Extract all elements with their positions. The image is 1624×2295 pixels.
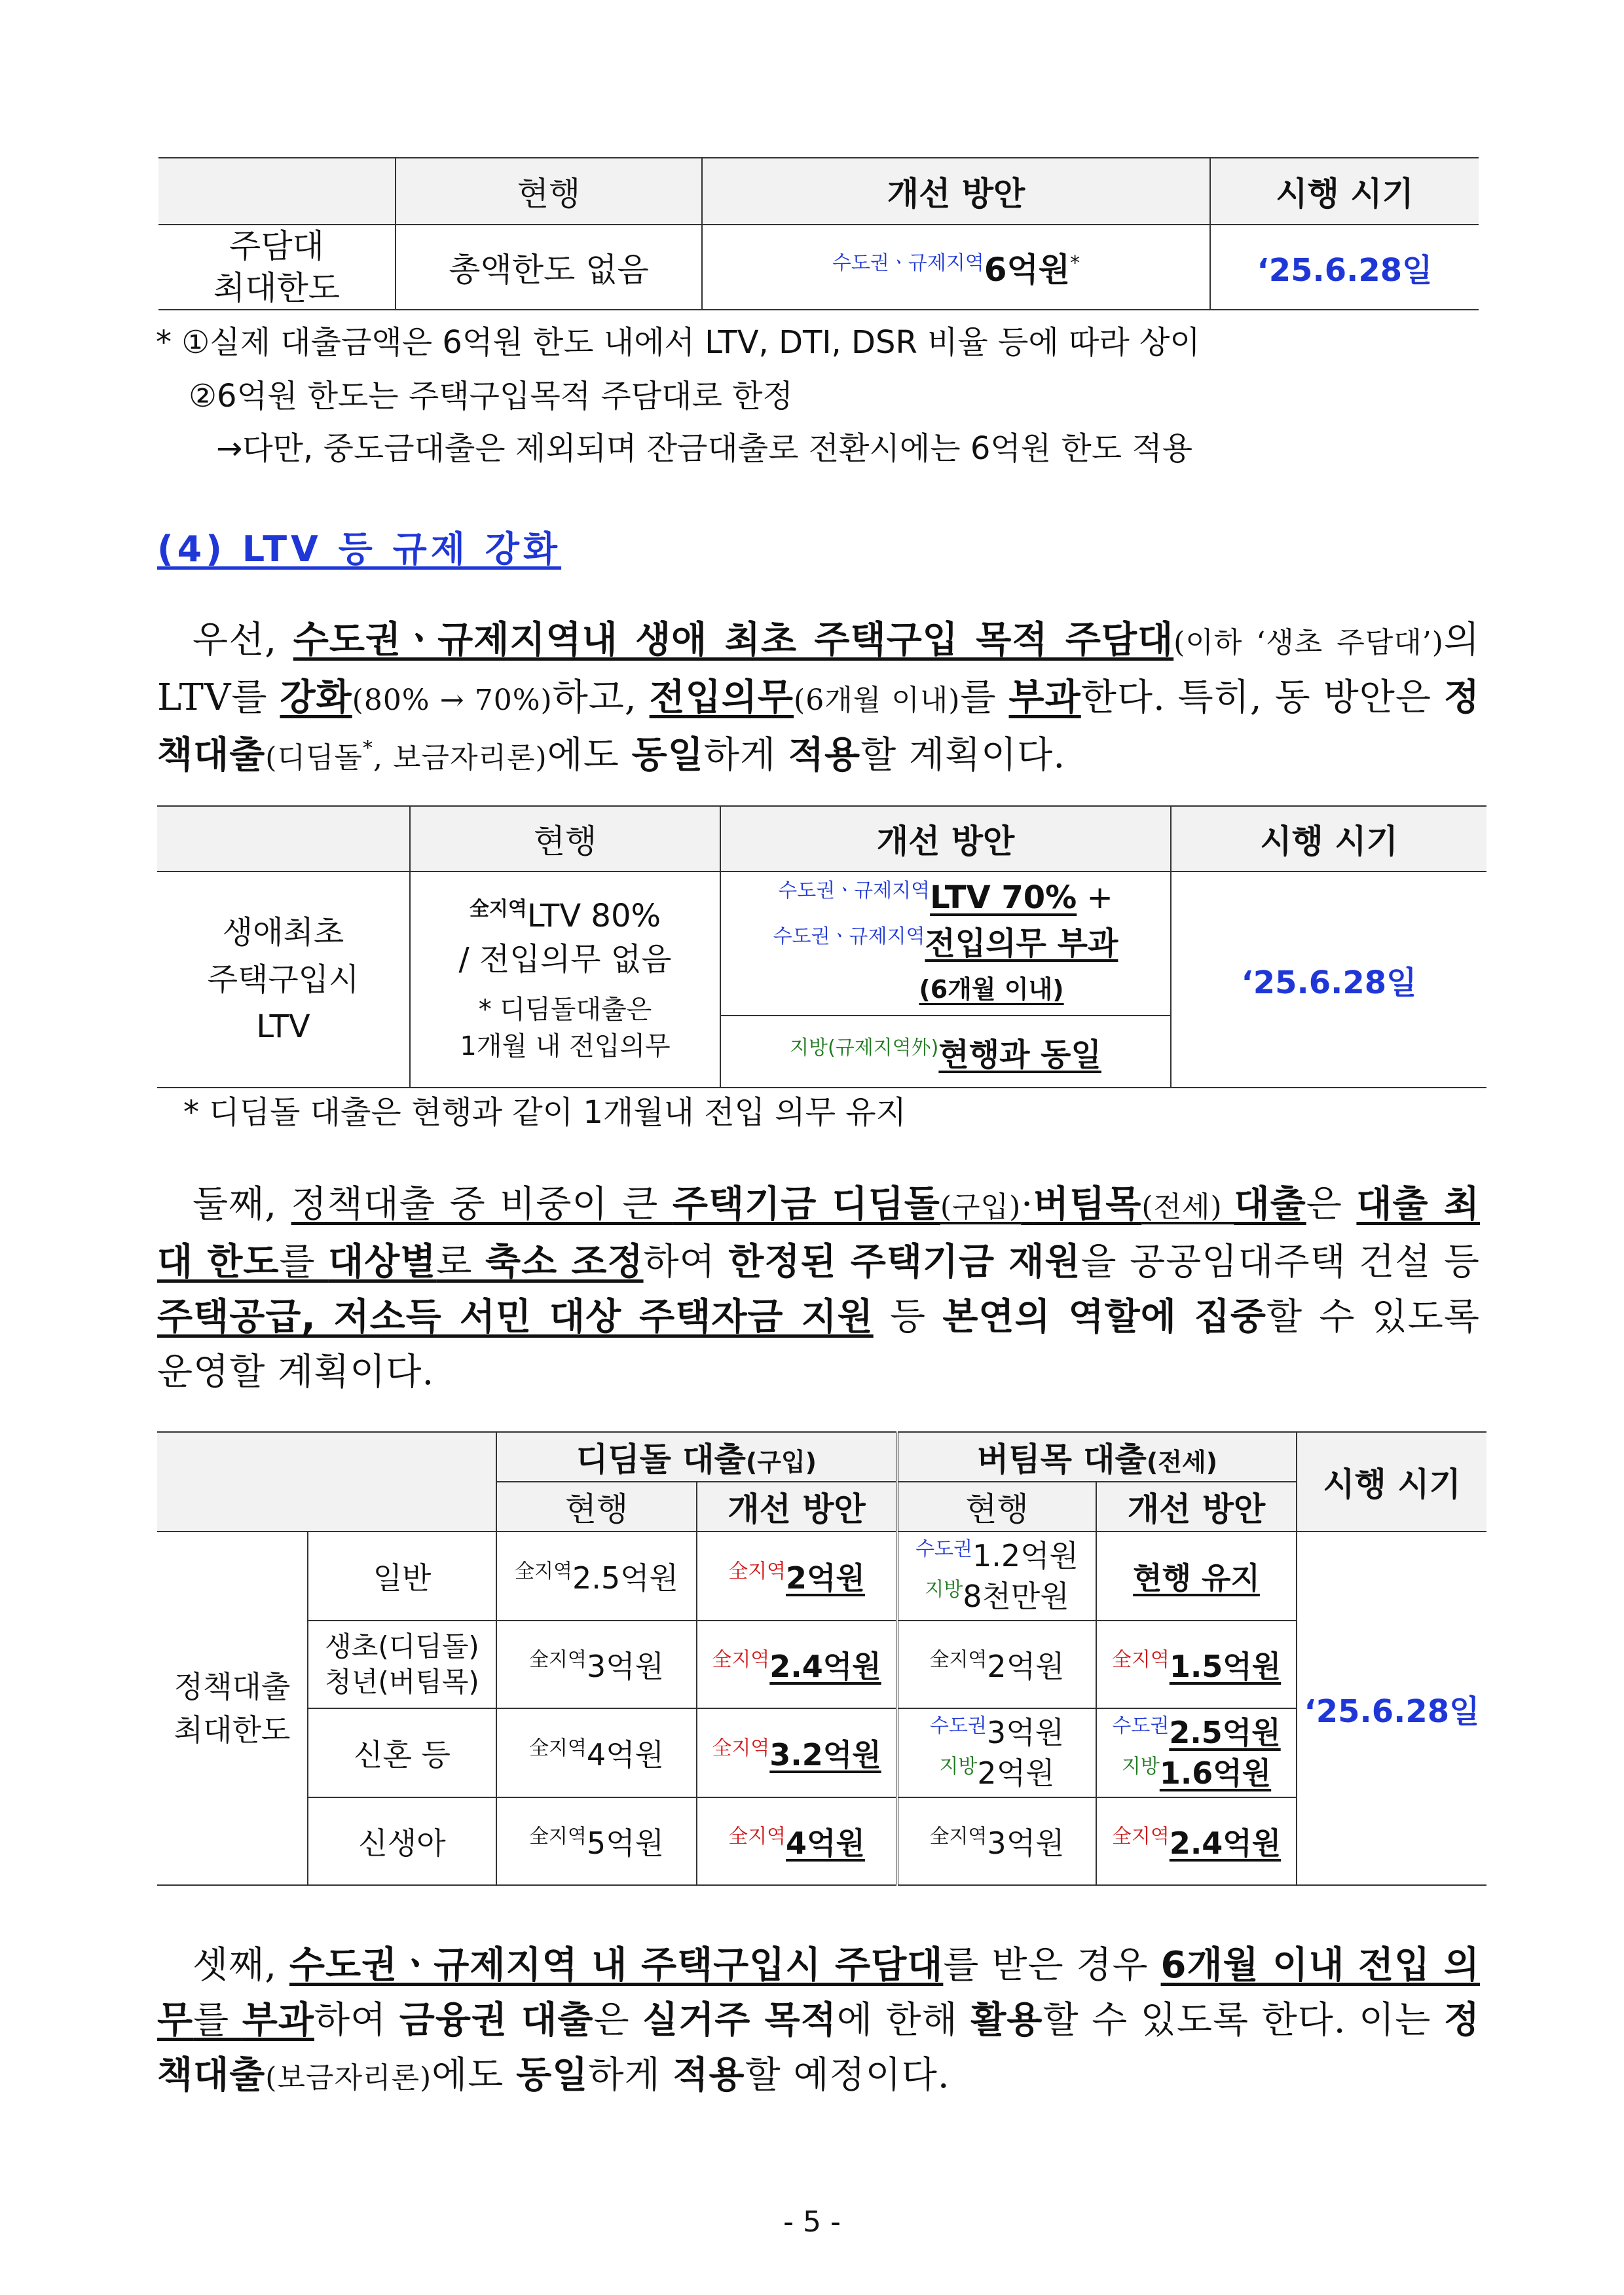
- table3-row-group-2: 최대한도: [174, 1712, 291, 1748]
- para3-emph: 활용: [970, 1999, 1043, 2042]
- table2-prop-plus: +: [1077, 879, 1113, 916]
- table3-group2: 버팀목 대출: [976, 1441, 1147, 1478]
- table-max-limit: [158, 157, 1479, 310]
- table1-row-label-line2: 최대한도: [213, 269, 341, 307]
- para3-text: 하여: [314, 1999, 399, 2042]
- value: 2억원: [786, 1560, 865, 1596]
- para2-dot: ·: [1021, 1183, 1034, 1226]
- table2-proposal-capital: [720, 872, 1171, 1016]
- table3-row3-b-cur: [897, 1708, 1096, 1797]
- para1-text: 에도: [547, 734, 632, 777]
- table3-header-didimdol: [496, 1432, 897, 1482]
- para2-emph: 대상별: [328, 1241, 437, 1283]
- table-policy-loan: [157, 1431, 1486, 1886]
- table3-group1-sub: (구입): [745, 1448, 817, 1477]
- table2-header-empty: [157, 806, 410, 872]
- table2-current-l2: / 전입의무 없음: [458, 941, 672, 978]
- para1-star: *: [362, 737, 373, 760]
- para3-emph: 6개월 이내 전입 의무: [157, 1944, 1480, 2042]
- value: 3억원: [987, 1826, 1065, 1861]
- table2-row-label: [157, 872, 410, 1088]
- para2-text: 하여: [643, 1241, 729, 1283]
- table1-date: ‘25.6.28일: [1210, 225, 1479, 310]
- table3-sub-current-b: 현행: [897, 1482, 1096, 1532]
- table2-current: [410, 872, 720, 1088]
- para2-small: (구입): [940, 1190, 1022, 1224]
- value: 3억원: [986, 1715, 1065, 1750]
- table3-sub-current-d: 현행: [496, 1482, 697, 1532]
- table1-header-date: 시행 시기: [1210, 158, 1479, 225]
- table3-row1-b-cur: [897, 1532, 1096, 1621]
- table3-date: ‘25.6.28일: [1297, 1532, 1486, 1885]
- table1-proposal-main: 6억원: [984, 251, 1071, 289]
- table1-header-current: 현행: [396, 158, 702, 225]
- para2-emph: 주택공급, 저소득 서민 대상 주택자금 지원: [157, 1296, 874, 1338]
- value: 1.5억원: [1169, 1649, 1282, 1684]
- table2-header-current: 현행: [410, 806, 720, 872]
- paragraph-3: [157, 1938, 1480, 2106]
- table1-header-proposal: 개선 방안: [702, 158, 1210, 225]
- table3-row1-d-new: [697, 1532, 897, 1621]
- table2-current-l3: * 디딤돌대출은: [478, 995, 652, 1025]
- para3-text: 에도: [432, 2054, 517, 2097]
- capital-tag: 수도권: [929, 1714, 987, 1738]
- all-region-tag: 全지역: [528, 1648, 587, 1672]
- table2-prop-sup3: 지방(규제지역外): [790, 1036, 939, 1059]
- table3-row4-d-new: [697, 1797, 897, 1885]
- para1-small: (디딤돌: [265, 741, 363, 775]
- para3-text: 하게: [588, 2054, 673, 2097]
- para2-small: (전세): [1141, 1190, 1234, 1224]
- table3-row4-b-new: [1096, 1797, 1297, 1885]
- para1-emph: 강화: [280, 676, 352, 719]
- table3-row1-d-cur: [496, 1532, 697, 1621]
- table3-row4-label: 신생아: [308, 1797, 496, 1885]
- value: 4억원: [786, 1826, 865, 1861]
- table3-row4-d-cur: [496, 1797, 697, 1885]
- para1-text: 한다. 특히, 동 방안은: [1080, 676, 1444, 719]
- para2-emph: 본연의 역할에 집중: [942, 1296, 1266, 1338]
- table1-proposal-star: *: [1070, 251, 1080, 275]
- table3-sub-proposal-b: 개선 방안: [1096, 1482, 1297, 1532]
- para3-under: 를: [193, 1999, 242, 2042]
- note1-line2: ②6억원 한도는 주택구입목적 주담대로 한정: [189, 378, 793, 414]
- table3-row3-d-new: [697, 1708, 897, 1797]
- label-line: 청년(버팀목): [325, 1666, 479, 1698]
- all-region-tag: 全지역: [929, 1648, 987, 1672]
- value: 3.2억원: [769, 1737, 881, 1772]
- table3-row-group-1: 정책대출: [174, 1669, 291, 1704]
- table3-header-beotimmok: [897, 1432, 1297, 1482]
- table3-group1: 디딤돌 대출: [576, 1441, 746, 1478]
- page-number: - 5 -: [783, 2205, 841, 2239]
- para3-emph: 금융권 대출: [399, 1999, 594, 2042]
- table3-row3-label: 신혼 등: [308, 1708, 496, 1797]
- para1-text: 의 LTV를: [157, 619, 1481, 719]
- para3-text: 에 한해: [836, 1999, 971, 2042]
- para1-text: 하고,: [552, 676, 650, 719]
- all-region-tag: 全지역: [1111, 1825, 1170, 1848]
- para2-under: 를: [279, 1241, 329, 1283]
- capital-tag: 수도권: [915, 1537, 972, 1561]
- para2-under: 로: [436, 1241, 485, 1283]
- local-tag: 지방: [925, 1578, 963, 1602]
- note1-line1: * ①실제 대출금액은 6억원 한도 내에서 LTV, DTI, DSR 비율 등에 따라 상이: [156, 324, 1200, 361]
- para1-emph: 수도권ㆍ규제지역내 생애 최초 주택구입 목적 주담대: [293, 619, 1174, 661]
- table2-row-label-1: 생애최초: [222, 914, 344, 951]
- table2-prop-main3: (6개월 이내): [919, 975, 1064, 1004]
- table3-row2-d-new: [697, 1621, 897, 1708]
- para2-emph: 대출 최대 한도: [157, 1183, 1480, 1283]
- table2-prop-sup1: 수도권ㆍ규제지역: [778, 879, 931, 902]
- all-region-tag: 全지역: [1111, 1648, 1170, 1672]
- para3-emph: 적용: [673, 2054, 745, 2097]
- table3-row3-d-cur: [496, 1708, 697, 1797]
- table2-date: ‘25.6.28일: [1171, 872, 1486, 1088]
- para2-emph: 대출: [1234, 1183, 1306, 1226]
- para3-text: 할 예정이다.: [745, 2054, 950, 2097]
- value: 1.2억원: [972, 1538, 1079, 1573]
- table2-prop-main4: 현행과 동일: [938, 1036, 1101, 1073]
- all-region-tag: 全지역: [712, 1648, 770, 1672]
- para1-small: , 보금자리론): [373, 741, 547, 775]
- table3-group2-sub: (전세): [1146, 1448, 1218, 1477]
- para3-emph: 동일: [516, 2054, 589, 2097]
- para1-emph: 동일: [631, 734, 704, 777]
- para3-text: 셋째,: [193, 1944, 289, 1987]
- table2-header-date: 시행 시기: [1171, 806, 1486, 872]
- table3-row2-d-cur: [496, 1621, 697, 1708]
- value: 2.5억원: [1169, 1715, 1281, 1750]
- value: 3억원: [586, 1649, 665, 1684]
- value: 1.6억원: [1159, 1755, 1272, 1791]
- para2-text: 둘째,: [193, 1183, 291, 1226]
- table1-current: 총액한도 없음: [396, 225, 702, 310]
- all-region-tag: 全지역: [712, 1736, 770, 1760]
- para2-emph: 주택기금 디딤돌: [672, 1183, 940, 1226]
- label-line: 생초(디딤돌): [325, 1630, 479, 1662]
- local-tag: 지방: [1121, 1755, 1160, 1778]
- section4-title: (4) LTV 등 규제 강화: [157, 528, 562, 570]
- para3-emph: 실거주 목적: [642, 1999, 837, 2042]
- table3-row4-b-cur: [897, 1797, 1096, 1885]
- table2-current-l1: LTV 80%: [526, 898, 661, 934]
- table3-row-group: [157, 1532, 308, 1885]
- para1-emph: 전입의무: [649, 676, 794, 719]
- table2-header-proposal: 개선 방안: [720, 806, 1171, 872]
- paragraph-2: [157, 1177, 1480, 1400]
- value: 2억원: [977, 1755, 1055, 1791]
- para2-text: 을 공공임대주택 건설 등: [1080, 1241, 1480, 1283]
- table1-row-label-line1: 주담대: [229, 227, 324, 265]
- para1-small: (80% → 70%): [352, 684, 553, 717]
- para2-text: 은: [1306, 1183, 1357, 1226]
- para3-emph: 수도권ㆍ규제지역 내 주택구입시 주담대: [289, 1944, 944, 1987]
- table3-header-date: 시행 시기: [1297, 1432, 1486, 1532]
- value: 2억원: [987, 1649, 1065, 1684]
- table2-prop-main2: 전입의무 부과: [925, 925, 1118, 962]
- value: 4억원: [586, 1737, 665, 1772]
- table-ltv: [157, 805, 1486, 1088]
- para1-emph: 적용: [788, 734, 861, 777]
- para3-emph: 부과: [242, 1999, 314, 2042]
- table3-row2-label: [308, 1621, 496, 1708]
- table1-proposal-sup: 수도권ㆍ규제지역: [832, 251, 984, 275]
- table1-proposal: [702, 225, 1210, 310]
- para1-text: 할 계획이다.: [860, 734, 1066, 777]
- all-region-tag: 全지역: [728, 1825, 786, 1848]
- table3-row2-b-cur: [897, 1621, 1096, 1708]
- all-region-tag: 全지역: [728, 1560, 786, 1583]
- para2-under: 정책대출 중 비중이 큰: [291, 1183, 673, 1226]
- table3-row1-label: 일반: [308, 1532, 496, 1621]
- table2-current-l4: 1개월 내 전입의무: [460, 1031, 671, 1061]
- table2-current-sup: 全지역: [469, 898, 527, 921]
- para2-emph: 버팀목: [1033, 1183, 1142, 1226]
- para1-small: (이하 ‘생초 주담대’): [1173, 626, 1444, 659]
- all-region-tag: 全지역: [515, 1560, 572, 1583]
- para2-text: 할 수 있도록 운영할 계획이다.: [157, 1296, 1480, 1393]
- table3-sub-proposal-d: 개선 방안: [697, 1482, 897, 1532]
- paragraph-1: [157, 613, 1480, 786]
- note1-line3: →다만, 중도금대출은 제외되며 잔금대출로 전환시에는 6억원 한도 적용: [216, 430, 1193, 467]
- table1-row-label: [158, 225, 396, 310]
- para1-text: 를: [960, 676, 1009, 719]
- capital-tag: 수도권: [1112, 1714, 1170, 1738]
- table2-proposal-local: [720, 1016, 1171, 1088]
- note2: * 디딤돌 대출은 현행과 같이 1개월내 전입 의무 유지: [183, 1094, 906, 1131]
- para2-emph: 한정된 주택기금 재원: [728, 1241, 1081, 1283]
- table3-row1-b-new: 현행 유지: [1096, 1532, 1297, 1621]
- table2-row-label-3: LTV: [256, 1008, 310, 1045]
- value: 2.4억원: [1169, 1826, 1282, 1861]
- local-tag: 지방: [939, 1755, 978, 1778]
- para3-small: (보금자리론): [265, 2061, 432, 2095]
- table2-prop-main1: LTV 70%: [930, 879, 1077, 916]
- para3-text: 를 받은 경우: [943, 1944, 1161, 1987]
- table3-row3-b-new: [1096, 1708, 1297, 1797]
- para3-emph: 정책대출: [157, 1999, 1480, 2097]
- value: 2.5억원: [572, 1560, 678, 1596]
- all-region-tag: 全지역: [528, 1736, 587, 1760]
- value: 8천만원: [963, 1579, 1069, 1614]
- table2-row-label-2: 주택구입시: [207, 961, 360, 998]
- all-region-tag: 全지역: [528, 1825, 587, 1848]
- para1-text: 하게: [703, 734, 788, 777]
- para2-emph: 축소 조정: [485, 1241, 644, 1283]
- table3-row2-b-new: [1096, 1621, 1297, 1708]
- value: 2.4억원: [769, 1649, 881, 1684]
- value: 5억원: [586, 1826, 665, 1861]
- para2-text: 등: [873, 1296, 943, 1338]
- table3-header-empty: [157, 1432, 496, 1532]
- table1-header-empty: [158, 158, 396, 225]
- para1-small: (6개월 이내): [794, 684, 961, 717]
- para3-text: 은: [593, 1999, 643, 2042]
- para1-emph: 부과: [1008, 676, 1081, 719]
- para1-emph: 정책대출: [157, 676, 1480, 777]
- para1-text: 우선,: [193, 619, 293, 661]
- table2-prop-sup2: 수도권ㆍ규제지역: [773, 925, 925, 948]
- para3-text: 할 수 있도록 한다. 이는: [1043, 1999, 1444, 2042]
- all-region-tag: 全지역: [929, 1825, 987, 1848]
